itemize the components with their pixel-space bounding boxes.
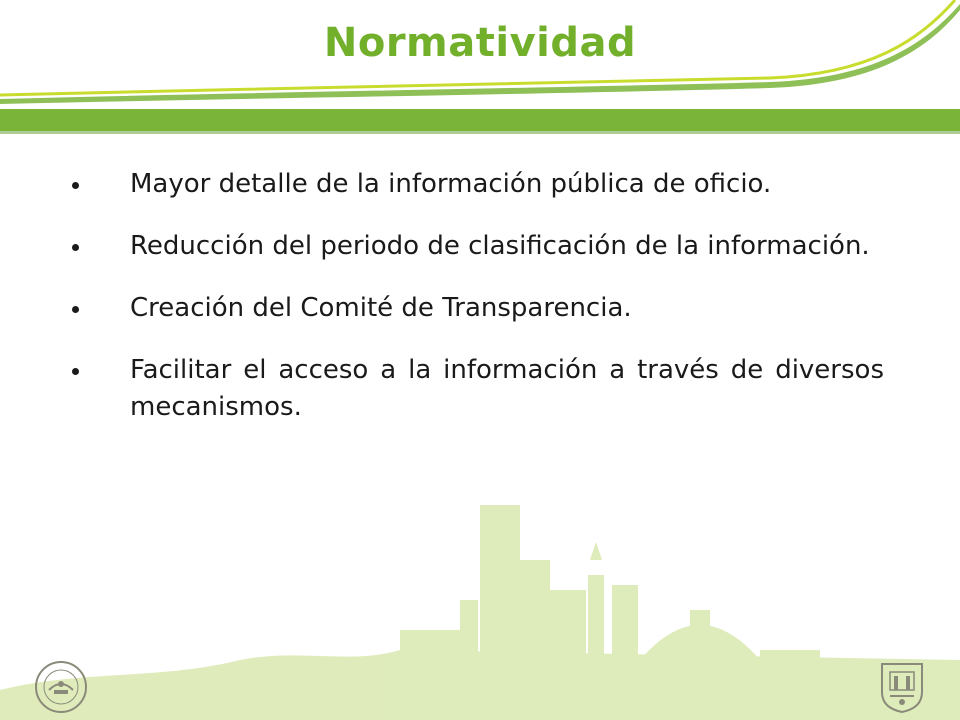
green-band-shadow: [0, 131, 960, 134]
bullet-dot-icon: [72, 368, 79, 375]
slide-title: Normatividad: [323, 20, 637, 66]
bullet-item: [72, 290, 884, 327]
bullet-list: [72, 166, 884, 451]
skyline-icon: [0, 505, 960, 720]
bullet-text: Creación del Comité de Transparencia.: [130, 293, 632, 323]
bullet-item: [72, 228, 884, 265]
bullet-item: [72, 166, 884, 203]
bullet-item: [72, 352, 884, 426]
ciudad-con-equidad-seal-icon: [34, 660, 88, 714]
bullet-dot-icon: [72, 182, 79, 189]
bullet-text: Facilitar el acceso a la información a través de diversos mecanismos.: [130, 355, 884, 422]
bullet-text: Mayor detalle de la información pública de oficio.: [130, 169, 772, 199]
bullet-text: Reducción del periodo de clasificación de la información.: [130, 231, 870, 261]
bullet-dot-icon: [72, 244, 79, 251]
bullet-dot-icon: [72, 306, 79, 313]
coat-of-arms-icon: [878, 660, 926, 714]
green-band: [0, 109, 960, 131]
